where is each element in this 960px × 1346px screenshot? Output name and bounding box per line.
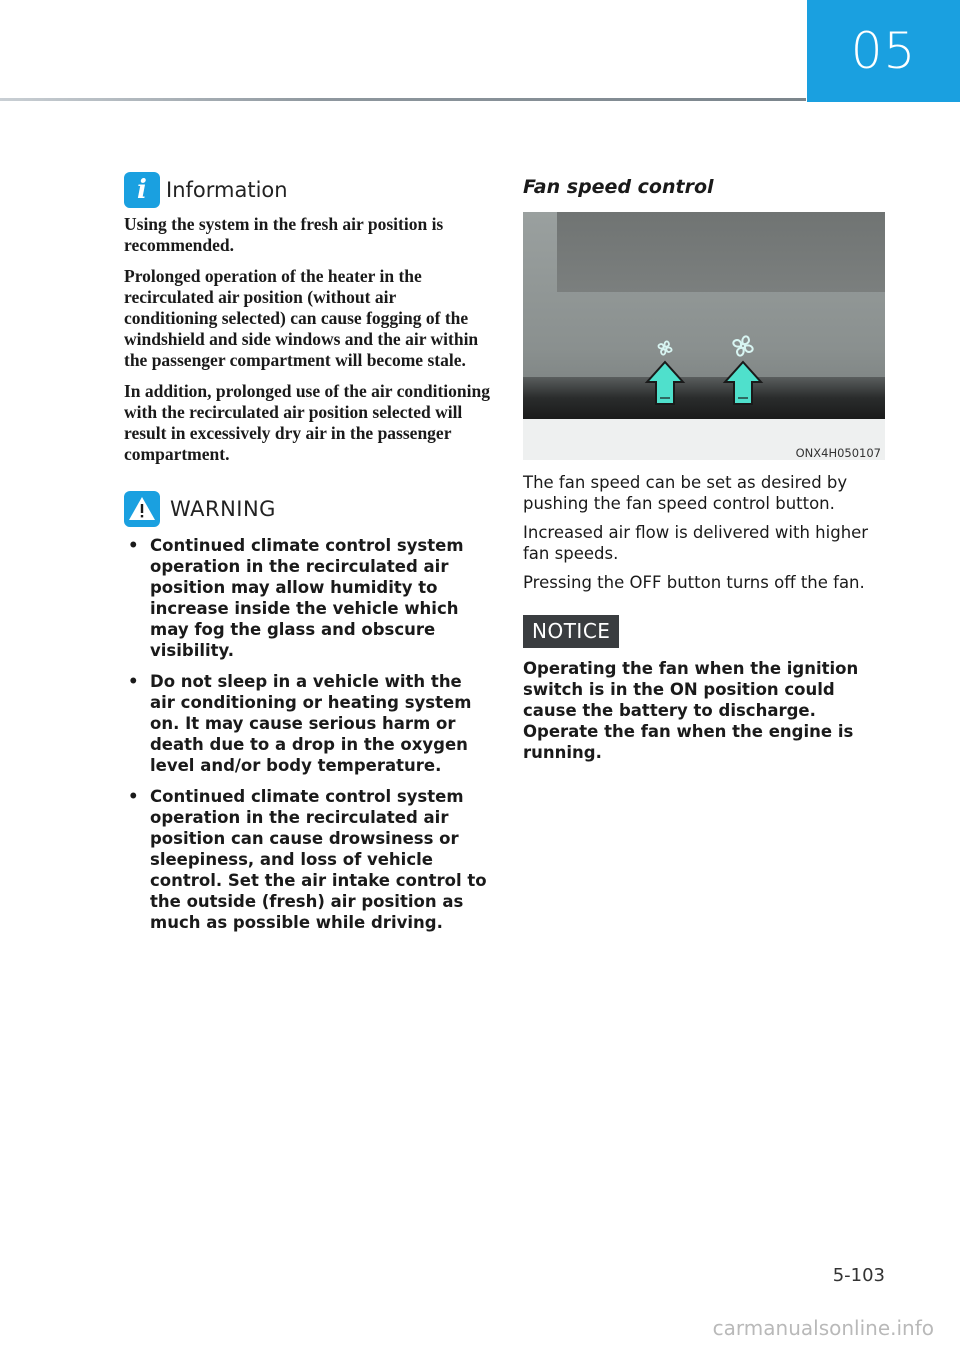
fan-control-figure bbox=[523, 212, 885, 460]
fan-paragraph: Increased air flow is delivered with higher fan speeds. bbox=[523, 523, 869, 563]
information-header bbox=[124, 172, 490, 208]
information-paragraph: Using the system in the fresh air position is recommended. bbox=[124, 214, 444, 255]
watermark[interactable]: carmanualsonline.info bbox=[712, 1316, 934, 1340]
notice-label: NOTICE bbox=[523, 615, 619, 648]
warning-triangle-icon bbox=[124, 491, 160, 527]
warning-list bbox=[124, 535, 490, 933]
warning-item: • Continued climate control system operation in the recirculated air position can cause drowsiness or sleepiness, and loss of vehicle control. Set the air intake control to the outside (fresh) air position as much as possible while driving. bbox=[124, 786, 490, 933]
warning-item: • Do not sleep in a vehicle with the air conditioning or heating system on. It may cause serious harm or death due to a drop in the oxygen level and/or body temperature. bbox=[124, 671, 490, 776]
information-body bbox=[124, 214, 490, 465]
warning-item: • Continued climate control system operation in the recirculated air position may allow humidity to increase inside the vehicle which may fog the glass and obscure visibility. bbox=[124, 535, 490, 661]
information-paragraph: Prolonged operation of the heater in the recirculated air position (without air conditioning selected) can cause fogging of the windshield and side windows and the air within the passenger compartment will become stale. bbox=[124, 266, 479, 370]
page-number: 5-103 bbox=[832, 1265, 885, 1286]
information-paragraph: In addition, prolonged use of the air conditioning with the recirculated air position selected will result in excessively dry air in the passenger compartment. bbox=[124, 381, 490, 464]
header-rule bbox=[0, 98, 806, 101]
fan-section-body bbox=[523, 472, 885, 593]
fan-paragraph: Pressing the OFF button turns off the fan. bbox=[523, 573, 865, 592]
notice-text: Operating the fan when the ignition switch is in the ON position could cause the battery to discharge. Operate the fan when the engine is running. bbox=[523, 659, 859, 762]
info-icon: i bbox=[124, 172, 160, 208]
chapter-tab: 05 bbox=[807, 0, 960, 102]
fan-control-photo bbox=[523, 212, 885, 460]
figure-code: ONX4H050107 bbox=[795, 446, 881, 460]
warning-title: WARNING bbox=[170, 497, 276, 521]
fan-paragraph: The fan speed can be set as desired by pushing the fan speed control button. bbox=[523, 473, 848, 513]
section-title: Fan speed control bbox=[523, 176, 714, 198]
left-column bbox=[124, 172, 490, 943]
right-column bbox=[523, 172, 885, 763]
information-title: Information bbox=[166, 178, 288, 202]
warning-header bbox=[124, 491, 490, 527]
